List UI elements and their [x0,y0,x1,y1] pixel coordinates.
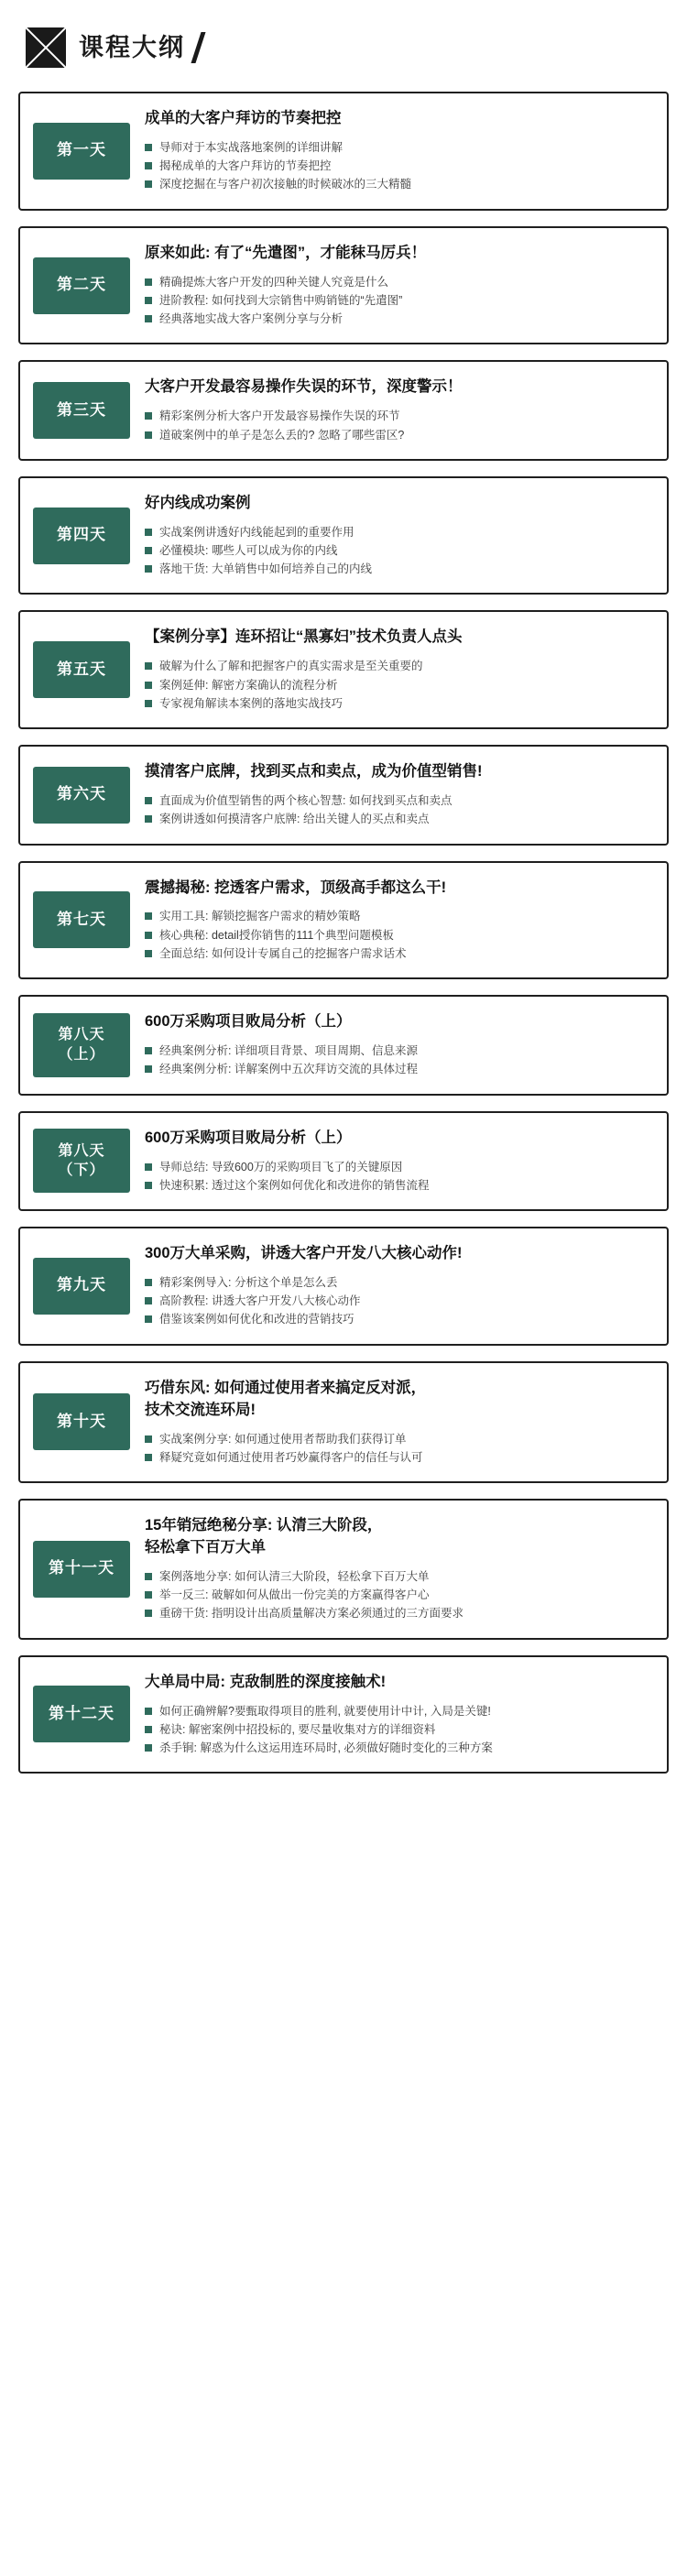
lesson-card [18,1111,669,1211]
lesson-bullet: 核心典秘: detail授你销售的111个典型问题模板 [145,926,650,944]
lesson-bullet: 揭秘成单的大客户拜访的节奏把控 [145,157,650,175]
lesson-bullet: 借鉴该案例如何优化和改进的营销技巧 [145,1310,650,1328]
lesson-bullet: 落地干货: 大单销售中如何培养自己的内线 [145,560,650,578]
lesson-content [145,1672,654,1758]
lesson-bullet: 释疑究竟如何通过使用者巧妙赢得客户的信任与认可 [145,1448,650,1467]
lesson-content [145,108,654,194]
lesson-bullet: 进阶教程: 如何找到大宗销售中购销链的“先遣图” [145,291,650,310]
lesson-bullet: 精彩案例分析大客户开发最容易操作失误的环节 [145,407,650,425]
lesson-card [18,861,669,980]
page-title: 课程大纲 [79,34,185,61]
lesson-day-badge: 第八天 （下） [33,1129,130,1193]
lesson-bullet: 杀手锏: 解惑为什么这运用连环局时, 必须做好随时变化的三种方案 [145,1739,650,1757]
lesson-card [18,610,669,729]
lesson-title: 摸清客户底牌，找到买点和卖点，成为价值型销售! [145,763,483,780]
lesson-card [18,1655,669,1774]
lesson-content [145,1011,654,1078]
lesson-bullet: 导师总结: 导致600万的采购项目飞了的关键原因 [145,1158,650,1176]
lesson-bullet: 经典案例分析: 详解案例中五次拜访交流的具体过程 [145,1060,650,1078]
lesson-title: 成单的大客户拜访的节奏把控 [145,110,342,126]
lesson-content [145,243,654,329]
lesson-bullet: 案例讲透如何摸清客户底牌: 给出关键人的买点和卖点 [145,810,650,828]
lesson-title: 600万采购项目败局分析（上） [145,1013,352,1031]
lesson-bullet: 全面总结: 如何设计专属自己的挖掘客户需求话术 [145,944,650,963]
lesson-title: 巧借东风: 如何通过使用者来搞定反对派， 技术交流连环局! [145,1379,427,1418]
lesson-day-badge: 第八天 （上） [33,1013,130,1077]
lesson-card [18,92,669,211]
lesson-title: 大客户开发最容易操作失误的环节，深度警示！ [145,378,463,396]
lesson-title: 600万采购项目败局分析（上） [145,1129,352,1146]
lesson-bullet: 重磅干货: 指明设计出高质量解决方案必须通过的三方面要求 [145,1604,650,1622]
lesson-bullet: 深度挖掘在与客户初次接触的时候破冰的三大精髓 [145,175,650,193]
lesson-title: 大单局中局: 克敌制胜的深度接触术! [145,1673,387,1690]
lesson-content [145,1515,654,1623]
lesson-bullet: 破解为什么了解和把握客户的真实需求是至关重要的 [145,657,650,675]
lesson-bullet: 精确提炼大客户开发的四种关键人究竟是什么 [145,273,650,291]
lesson-day-badge: 第五天 [33,641,130,698]
lesson-day-badge: 第七天 [33,891,130,948]
page-header [26,27,669,68]
lesson-bullet: 经典案例分析: 详细项目背景、项目周期、信息来源 [145,1042,650,1060]
lesson-bullet-list [145,407,650,444]
lesson-bullet: 实战案例讲透好内线能起到的重要作用 [145,523,650,541]
lesson-bullet: 秘诀: 解密案例中招投标的, 要尽量收集对方的详细资料 [145,1720,650,1739]
lesson-day-badge: 第十一天 [33,1541,130,1598]
lesson-day-badge: 第一天 [33,123,130,180]
lesson-bullet-list [145,657,650,713]
lesson-card [18,476,669,595]
lesson-bullet: 直面成为价值型销售的两个核心智慧: 如何找到买点和卖点 [145,791,650,810]
lesson-bullet: 举一反三: 破解如何从做出一份完美的方案赢得客户心 [145,1586,650,1604]
lesson-content [145,377,654,443]
lesson-title: 震撼揭秘: 挖透客户需求，顶级高手都这么干! [145,879,447,896]
lesson-bullet: 如何正确辨解?要甄取得项目的胜利, 就要使用计中计, 入局是关键! [145,1702,650,1720]
lesson-bullet-list [145,791,650,829]
lesson-bullet-list [145,1702,650,1758]
lesson-card [18,1227,669,1346]
lesson-day-badge: 第四天 [33,508,130,564]
lesson-title: 好内线成功案例 [145,494,251,511]
lesson-bullet-list [145,1430,650,1468]
lesson-bullet-list [145,1158,650,1195]
lesson-bullet-list [145,907,650,963]
lesson-title: 原来如此: 有了“先遣图”，才能秣马厉兵！ [145,244,427,261]
lesson-content [145,1243,654,1329]
lesson-content [145,1378,654,1467]
lesson-bullet: 经典落地实战大客户案例分享与分析 [145,310,650,328]
lesson-day-badge: 第六天 [33,767,130,824]
lesson-day-badge: 第十二天 [33,1686,130,1742]
lesson-content [145,1128,654,1195]
lesson-bullet-list [145,138,650,194]
lesson-day-badge: 第三天 [33,382,130,439]
lesson-bullet: 实战案例分享: 如何通过使用者帮助我们获得订单 [145,1430,650,1448]
x-square-icon [26,27,66,68]
lesson-bullet: 实用工具: 解锁挖掘客户需求的精妙策略 [145,907,650,925]
lesson-content [145,878,654,964]
lesson-bullet: 专家视角解读本案例的落地实战技巧 [145,694,650,713]
lesson-bullet: 案例延伸: 解密方案确认的流程分析 [145,676,650,694]
lesson-bullet-list [145,1042,650,1079]
lesson-day-badge: 第十天 [33,1393,130,1450]
lesson-bullet-list [145,273,650,329]
lesson-day-badge: 第九天 [33,1258,130,1315]
lesson-card [18,226,669,345]
lesson-bullet: 精彩案例导入: 分析这个单是怎么丢 [145,1273,650,1292]
lesson-content [145,627,654,713]
lesson-content [145,761,654,828]
lesson-bullet-list [145,1273,650,1329]
lesson-card [18,995,669,1095]
lesson-list [18,92,669,1774]
lesson-bullet: 必懂模块: 哪些人可以成为你的内线 [145,541,650,560]
lesson-title: 300万大单采购，讲透大客户开发八大核心动作! [145,1245,463,1262]
lesson-title: 【案例分享】连环招让“黑寡妇”技术负责人点头 [145,628,463,646]
lesson-card [18,360,669,460]
lesson-bullet-list [145,523,650,579]
slash-icon [191,32,205,63]
lesson-bullet: 快速积累: 透过这个案例如何优化和改进你的销售流程 [145,1176,650,1195]
lesson-bullet: 高阶教程: 讲透大客户开发八大核心动作 [145,1292,650,1310]
lesson-bullet: 案例落地分享: 如何认清三大阶段，轻松拿下百万大单 [145,1567,650,1586]
lesson-bullet: 道破案例中的单子是怎么丢的? 忽略了哪些雷区? [145,426,650,444]
lesson-title: 15年销冠绝秘分享: 认清三大阶段， 轻松拿下百万大单 [145,1517,383,1555]
lesson-card [18,1361,669,1483]
lesson-card [18,745,669,845]
lesson-day-badge: 第二天 [33,257,130,314]
lesson-content [145,493,654,579]
lesson-card [18,1499,669,1640]
lesson-bullet-list [145,1567,650,1623]
lesson-bullet: 导师对于本实战落地案例的详细讲解 [145,138,650,157]
